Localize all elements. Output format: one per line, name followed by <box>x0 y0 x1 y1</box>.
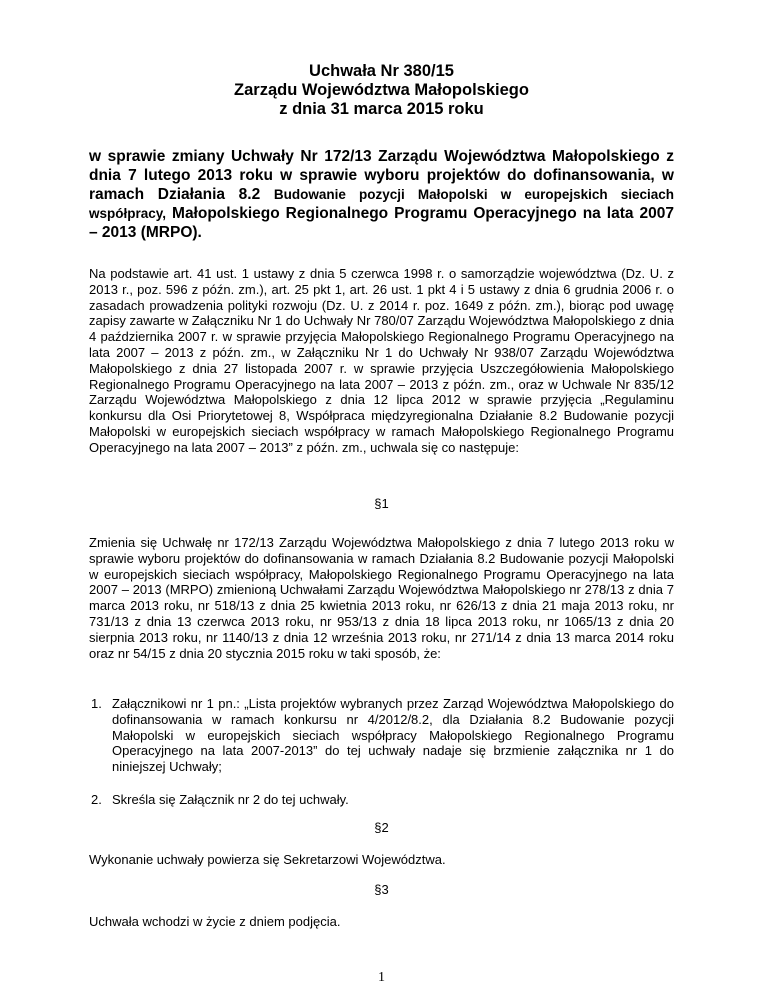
title-number: Uchwała Nr 380/15 <box>309 62 454 80</box>
section-3-text: Uchwała wchodzi w życie z dniem podjęcia. <box>89 914 341 929</box>
section-1-heading: §1 <box>374 496 389 511</box>
section-2-text: Wykonanie uchwały powierza się Sekretarzowi Województwa. <box>89 852 446 867</box>
list-item-number: 1. <box>91 696 102 711</box>
subject-part3: Małopolskiego Regionalnego Programu Operacyjnego na lata 2007 – 2013 (MRPO). <box>89 205 674 241</box>
section-3-heading: §3 <box>374 882 389 897</box>
section-1-text: Zmienia się Uchwałę nr 172/13 Zarządu Województwa Małopolskiego z dnia 7 lutego 2013 roku w sprawie wyboru projektów do dofinansowania w ramach Działania 8.2 Budowanie pozycji Małopolski w europejskich sieciach współpracy, Małopolskiego Regionalnego Programu Operacyjnego na lata 2007 – 2013 (MRPO) zmienioną Uchwałami Zarządu Województwa Małopolskiego nr 278/13 z dnia 7 marca 2013 roku, nr 518/13 z dnia 25 kwietnia 2013 roku, nr 626/13 z dnia 21 maja 2013 roku, nr 731/13 z dnia 13 czerwca 2013 roku, nr 953/13 z dnia 18 lipca 2013 roku, nr 1065/13 z dnia 20 sierpnia 2013 roku, nr 1140/13 z dnia 12 września 2013 roku, nr 271/14 z dnia 13 marca 2014 roku oraz nr 54/15 z dnia 20 stycznia 2015 roku w taki sposób, że: <box>89 535 674 661</box>
legal-basis-paragraph: Na podstawie art. 41 ust. 1 ustawy z dnia 5 czerwca 1998 r. o samorządzie województwa (Dz. U. z 2013 r., poz. 596 z późn. zm.), art. 25 pkt 1, art. 26 ust. 1 pkt 4 i 5 ustawy z dnia 6 grudnia 2006 r. o zasadach prowadzenia polityki rozwoju (Dz. U. z 2014 r. poz. 1649 z późn. zm.), biorąc pod uwagę zapisy zawarte w Załączniku Nr 1 do Uchwały Nr 780/07 Zarządu Województwa Małopolskiego z dnia 4 października 2007 r. w sprawie przyjęcia Małopolskiego Regionalnego Programu Operacyjnego na lata 2007 – 2013 z późn. zm., w Załączniku Nr 1 do Uchwały Nr 938/07 Zarządu Województwa Małopolskiego z dnia 27 listopada 2007 r. w sprawie przyjęcia Uszczegółowienia Małopolskiego Regionalnego Programu Operacyjnego na lata 2007 – 2013 z późn. zm., oraz w Uchwale Nr 835/12 Zarządu Województwa Małopolskiego z dnia 12 lipca 2012 w sprawie przyjęcia „Regulaminu konkursu dla Osi Priorytetowej 8, Współpraca międzyregionalna Działanie 8.2 Budowanie pozycji Małopolski w europejskich sieciach współpracy w ramach Małopolskiego Regionalnego Programu Operacyjnego na lata 2007 – 2013” z późn. zm., uchwala się co następuje: <box>89 266 674 455</box>
page-number: 1 <box>378 970 385 985</box>
list-item-text: Skreśla się Załącznik nr 2 do tej uchwały. <box>112 791 349 807</box>
section-2-heading: §2 <box>374 820 389 835</box>
subject-part2: Budowanie pozycji Małopolski w europejskich sieciach współpracy, <box>89 187 674 221</box>
list-item-number: 2. <box>91 791 102 807</box>
resolution-subject <box>89 147 674 242</box>
list-item <box>89 792 674 808</box>
subject-part1: w sprawie zmiany Uchwały Nr 172/13 Zarządu Województwa Małopolskiego z dnia 7 lutego 2013 roku w sprawie wyboru projektów do dofinansowania, w ramach Działania 8.2 <box>89 148 674 203</box>
resolution-title <box>89 62 674 119</box>
amendment-list <box>89 696 674 808</box>
list-item <box>89 696 674 775</box>
list-item-text: Załącznikowi nr 1 pn.: „Lista projektów wybranych przez Zarząd Województwa Małopolskiego do dofinansowania w ramach konkursu nr 4/2012/8.2, dla Działania 8.2 Budowanie pozycji Małopolski w europejskich sieciach współpracy Małopolskiego Regionalnego Programu Operacyjnego na lata 2007-2013” do tej uchwały nadaje się brzmienie załącznika nr 1 do niniejszej Uchwały; <box>112 696 674 775</box>
title-board: Zarządu Województwa Małopolskiego <box>234 81 529 99</box>
title-date: z dnia 31 marca 2015 roku <box>279 100 484 118</box>
